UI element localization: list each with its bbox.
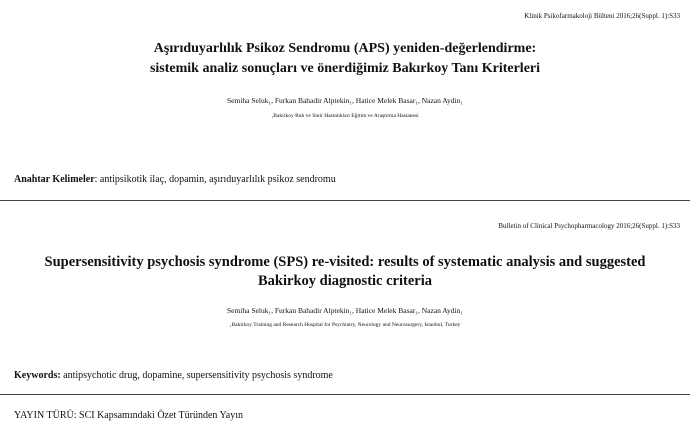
section-divider (0, 200, 690, 201)
journal-reference-tr: Klinik Psikofarmakoloji Bülteni 2016;26(Suppl. 1):S33 (524, 12, 680, 20)
article-title-en-line1: Supersensitivity psychosis syndrome (SPS) re-visited: results of systematic analysis and suggested (44, 254, 646, 270)
keywords-label-tr: Anahtar Kelimeler (14, 174, 95, 185)
publication-type: YAYIN TÜRÜ: SCI Kapsamındaki Özet Türünden Yayın (14, 410, 243, 421)
keywords-en (14, 370, 333, 381)
keywords-label-en: Keywords: (14, 370, 61, 381)
affiliation-en: ₁Bakirkoy Training and Research Hospital for Psychiatry, Neurology and Neurosurgery, Istanbul, Turkey (229, 322, 461, 328)
keywords-text-en: antipsychotic drug, dopamine, supersensitivity psychosis syndrome (60, 370, 333, 381)
article-title-en-line2: Bakirkoy diagnostic criteria (258, 273, 432, 289)
article-title-tr-line1: Aşırıduyarlılık Psikoz Sendromu (APS) yeniden-değerlendirme: (153, 41, 537, 56)
authors-en: Semiha Seluk₁, Furkan Bahadir Alptekin₁, Hatice Melek Basar₁, Nazan Aydin₁ (227, 306, 463, 315)
keywords-tr (14, 174, 336, 185)
article-title-tr-line2: sistemik analiz sonuçları ve önerdiğimiz Bakırkoy Tanı Kriterleri (149, 61, 541, 76)
section-divider-bottom (0, 394, 690, 395)
journal-reference-en: Bulletin of Clinical Psychopharmacology 2016;26(Suppl. 1):S33 (498, 222, 680, 230)
affiliation-tr: ₁Bakirkoy Ruh ve Sinir Hastalıkları Eğitim ve Araştırma Hastanesi (271, 113, 419, 119)
keywords-text-tr: : antipsikotik ilaç, dopamin, aşırıduyarlılık psikoz sendromu (94, 174, 336, 185)
authors-tr: Semiha Seluk₁, Furkan Bahadir Alptekin₁, Hatice Melek Basar₁, Nazan Aydin₁ (227, 96, 463, 105)
